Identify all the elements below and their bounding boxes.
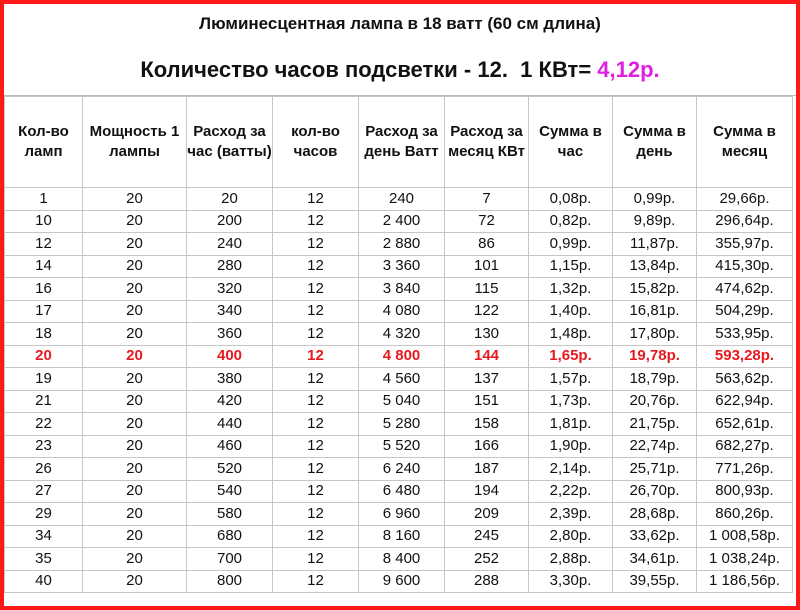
cell-cost-hour: 1,40р. [529,300,613,323]
cell-daily-usage: 8 160 [359,525,445,548]
cell-cost-hour: 1,65р. [529,345,613,368]
cell-lamp-count: 34 [5,525,83,548]
cell-hours-count: 12 [273,188,359,211]
cell-monthly-usage: 7 [445,188,529,211]
cell-lamp-count: 29 [5,503,83,526]
cell-lamp-count: 16 [5,278,83,301]
cell-cost-day: 11,87р. [613,233,697,256]
cell-lamp-count: 19 [5,368,83,391]
cell-monthly-usage: 166 [445,435,529,458]
cell-monthly-usage: 101 [445,255,529,278]
cell-cost-month: 800,93р. [697,480,793,503]
cell-lamp-power: 20 [83,368,187,391]
cell-lamp-power: 20 [83,413,187,436]
cell-cost-day: 26,70р. [613,480,697,503]
cell-cost-hour: 2,22р. [529,480,613,503]
cell-cost-month: 563,62р. [697,368,793,391]
cell-monthly-usage: 130 [445,323,529,346]
cell-daily-usage: 5 040 [359,390,445,413]
cell-monthly-usage: 137 [445,368,529,391]
cell-lamp-power: 20 [83,480,187,503]
table-row [5,458,793,481]
cell-daily-usage: 3 360 [359,255,445,278]
cell-cost-month: 533,95р. [697,323,793,346]
cell-hours-count: 12 [273,368,359,391]
cell-lamp-power: 20 [83,345,187,368]
cell-hourly-usage: 520 [187,458,273,481]
cell-monthly-usage: 144 [445,345,529,368]
cell-hourly-usage: 380 [187,368,273,391]
cell-cost-month: 296,64р. [697,210,793,233]
cell-hours-count: 12 [273,525,359,548]
cell-daily-usage: 6 480 [359,480,445,503]
cell-cost-day: 33,62р. [613,525,697,548]
header-lamp-power: Мощность 1 лампы [83,97,187,188]
cell-monthly-usage: 86 [445,233,529,256]
cell-cost-day: 28,68р. [613,503,697,526]
header-lamp-count: Кол-во ламп [5,97,83,188]
cell-cost-day: 13,84р. [613,255,697,278]
cell-lamp-power: 20 [83,323,187,346]
cell-hourly-usage: 280 [187,255,273,278]
cell-cost-day: 20,76р. [613,390,697,413]
cell-cost-month: 355,97р. [697,233,793,256]
header-cost-month: Сумма в месяц [697,97,793,188]
cell-lamp-count: 22 [5,413,83,436]
cell-lamp-power: 20 [83,210,187,233]
cell-cost-hour: 1,90р. [529,435,613,458]
cell-hourly-usage: 540 [187,480,273,503]
header-row [5,97,793,188]
cell-cost-month: 771,26р. [697,458,793,481]
cell-monthly-usage: 245 [445,525,529,548]
cell-lamp-power: 20 [83,435,187,458]
cell-hours-count: 12 [273,278,359,301]
cell-lamp-count: 27 [5,480,83,503]
header-cost-day: Сумма в день [613,97,697,188]
cell-lamp-power: 20 [83,548,187,571]
cell-cost-day: 18,79р. [613,368,697,391]
table-row [5,188,793,211]
cell-cost-day: 19,78р. [613,345,697,368]
cell-monthly-usage: 72 [445,210,529,233]
cell-hours-count: 12 [273,503,359,526]
cell-hourly-usage: 200 [187,210,273,233]
cell-monthly-usage: 194 [445,480,529,503]
cell-lamp-count: 40 [5,570,83,593]
cell-cost-month: 504,29р. [697,300,793,323]
cell-daily-usage: 5 280 [359,413,445,436]
cell-daily-usage: 4 080 [359,300,445,323]
cell-lamp-power: 20 [83,390,187,413]
cell-cost-hour: 2,88р. [529,548,613,571]
cell-cost-day: 16,81р. [613,300,697,323]
cell-cost-hour: 0,99р. [529,233,613,256]
cell-hours-count: 12 [273,570,359,593]
cell-daily-usage: 9 600 [359,570,445,593]
cell-daily-usage: 4 560 [359,368,445,391]
table-row [5,300,793,323]
cell-daily-usage: 3 840 [359,278,445,301]
cell-cost-month: 29,66р. [697,188,793,211]
cell-hours-count: 12 [273,345,359,368]
cell-cost-day: 9,89р. [613,210,697,233]
cell-monthly-usage: 122 [445,300,529,323]
table-row [5,368,793,391]
cell-monthly-usage: 115 [445,278,529,301]
cell-lamp-power: 20 [83,525,187,548]
cell-cost-day: 34,61р. [613,548,697,571]
cell-lamp-power: 20 [83,570,187,593]
cell-hourly-usage: 700 [187,548,273,571]
cell-cost-day: 15,82р. [613,278,697,301]
cell-cost-month: 652,61р. [697,413,793,436]
cell-cost-month: 593,28р. [697,345,793,368]
table-row [5,390,793,413]
cell-daily-usage: 6 960 [359,503,445,526]
cell-hourly-usage: 240 [187,233,273,256]
cell-hourly-usage: 460 [187,435,273,458]
cell-daily-usage: 8 400 [359,548,445,571]
cell-lamp-count: 12 [5,233,83,256]
cell-cost-day: 0,99р. [613,188,697,211]
table-row [5,323,793,346]
cell-lamp-count: 14 [5,255,83,278]
subtitle-price: 4,12р. [597,57,660,82]
cell-monthly-usage: 187 [445,458,529,481]
cell-daily-usage: 5 520 [359,435,445,458]
table-row [5,503,793,526]
cell-lamp-count: 17 [5,300,83,323]
cell-lamp-count: 1 [5,188,83,211]
table-row [5,435,793,458]
cell-cost-day: 17,80р. [613,323,697,346]
cell-hourly-usage: 440 [187,413,273,436]
cell-cost-month: 415,30р. [697,255,793,278]
cell-hours-count: 12 [273,233,359,256]
cell-daily-usage: 4 800 [359,345,445,368]
sheet-title: Люминесцентная лампа в 18 ватт (60 см длина) [199,14,601,33]
cell-hours-count: 12 [273,548,359,571]
cell-daily-usage: 6 240 [359,458,445,481]
cell-cost-day: 22,74р. [613,435,697,458]
cell-daily-usage: 4 320 [359,323,445,346]
cell-hourly-usage: 340 [187,300,273,323]
cell-monthly-usage: 158 [445,413,529,436]
cell-hourly-usage: 420 [187,390,273,413]
table-row [5,233,793,256]
cell-hours-count: 12 [273,323,359,346]
sheet-subtitle [4,45,796,95]
header-daily-usage: Расход за день Ватт [359,97,445,188]
cell-lamp-power: 20 [83,458,187,481]
cell-lamp-power: 20 [83,278,187,301]
table-row [5,480,793,503]
header-monthly-usage: Расход за месяц КВт [445,97,529,188]
table-row [5,413,793,436]
cell-monthly-usage: 151 [445,390,529,413]
cell-lamp-count: 21 [5,390,83,413]
cell-cost-hour: 0,82р. [529,210,613,233]
cell-cost-hour: 1,32р. [529,278,613,301]
cell-daily-usage: 2 880 [359,233,445,256]
cell-cost-hour: 2,80р. [529,525,613,548]
cell-hours-count: 12 [273,458,359,481]
cell-cost-hour: 3,30р. [529,570,613,593]
cell-cost-month: 1 008,58р. [697,525,793,548]
cell-hours-count: 12 [273,255,359,278]
cell-hourly-usage: 320 [187,278,273,301]
table-row [5,525,793,548]
cell-monthly-usage: 252 [445,548,529,571]
cell-lamp-count: 10 [5,210,83,233]
spreadsheet [4,4,796,606]
cell-cost-hour: 2,39р. [529,503,613,526]
table-row [5,278,793,301]
cell-lamp-count: 18 [5,323,83,346]
cell-cost-month: 682,27р. [697,435,793,458]
table-row [5,548,793,571]
table-row [5,255,793,278]
cell-cost-month: 474,62р. [697,278,793,301]
cell-cost-hour: 0,08р. [529,188,613,211]
cell-cost-month: 1 038,24р. [697,548,793,571]
cell-cost-hour: 1,81р. [529,413,613,436]
cell-lamp-power: 20 [83,233,187,256]
table-row [5,210,793,233]
cell-hours-count: 12 [273,300,359,323]
cell-cost-month: 1 186,56р. [697,570,793,593]
cell-cost-month: 622,94р. [697,390,793,413]
cell-hourly-usage: 20 [187,188,273,211]
cell-lamp-power: 20 [83,255,187,278]
table-row [5,570,793,593]
cell-cost-month: 860,26р. [697,503,793,526]
cell-daily-usage: 2 400 [359,210,445,233]
header-cost-hour: Сумма в час [529,97,613,188]
cell-hourly-usage: 680 [187,525,273,548]
cell-lamp-count: 23 [5,435,83,458]
cell-hourly-usage: 800 [187,570,273,593]
cell-lamp-power: 20 [83,503,187,526]
table-body [5,188,793,593]
header-hours-count: кол-во часов [273,97,359,188]
cell-monthly-usage: 288 [445,570,529,593]
consumption-table [4,96,793,593]
cell-lamp-count: 35 [5,548,83,571]
cell-lamp-power: 20 [83,300,187,323]
cell-hourly-usage: 400 [187,345,273,368]
cell-hours-count: 12 [273,210,359,233]
cell-lamp-count: 20 [5,345,83,368]
cell-lamp-power: 20 [83,188,187,211]
cell-hours-count: 12 [273,480,359,503]
cell-cost-day: 21,75р. [613,413,697,436]
cell-cost-hour: 1,73р. [529,390,613,413]
cell-lamp-count: 26 [5,458,83,481]
cell-daily-usage: 240 [359,188,445,211]
cell-cost-day: 25,71р. [613,458,697,481]
subtitle-text: Количество часов подсветки - 12. 1 КВт= [140,57,598,82]
cell-monthly-usage: 209 [445,503,529,526]
cell-cost-hour: 1,57р. [529,368,613,391]
cell-cost-hour: 1,15р. [529,255,613,278]
header-hourly-usage: Расход за час (ватты) [187,97,273,188]
cell-hours-count: 12 [273,435,359,458]
cell-cost-hour: 1,48р. [529,323,613,346]
cell-hours-count: 12 [273,390,359,413]
cell-cost-day: 39,55р. [613,570,697,593]
cell-hourly-usage: 580 [187,503,273,526]
table-row-highlighted [5,345,793,368]
cell-hours-count: 12 [273,413,359,436]
cell-hourly-usage: 360 [187,323,273,346]
cell-cost-hour: 2,14р. [529,458,613,481]
